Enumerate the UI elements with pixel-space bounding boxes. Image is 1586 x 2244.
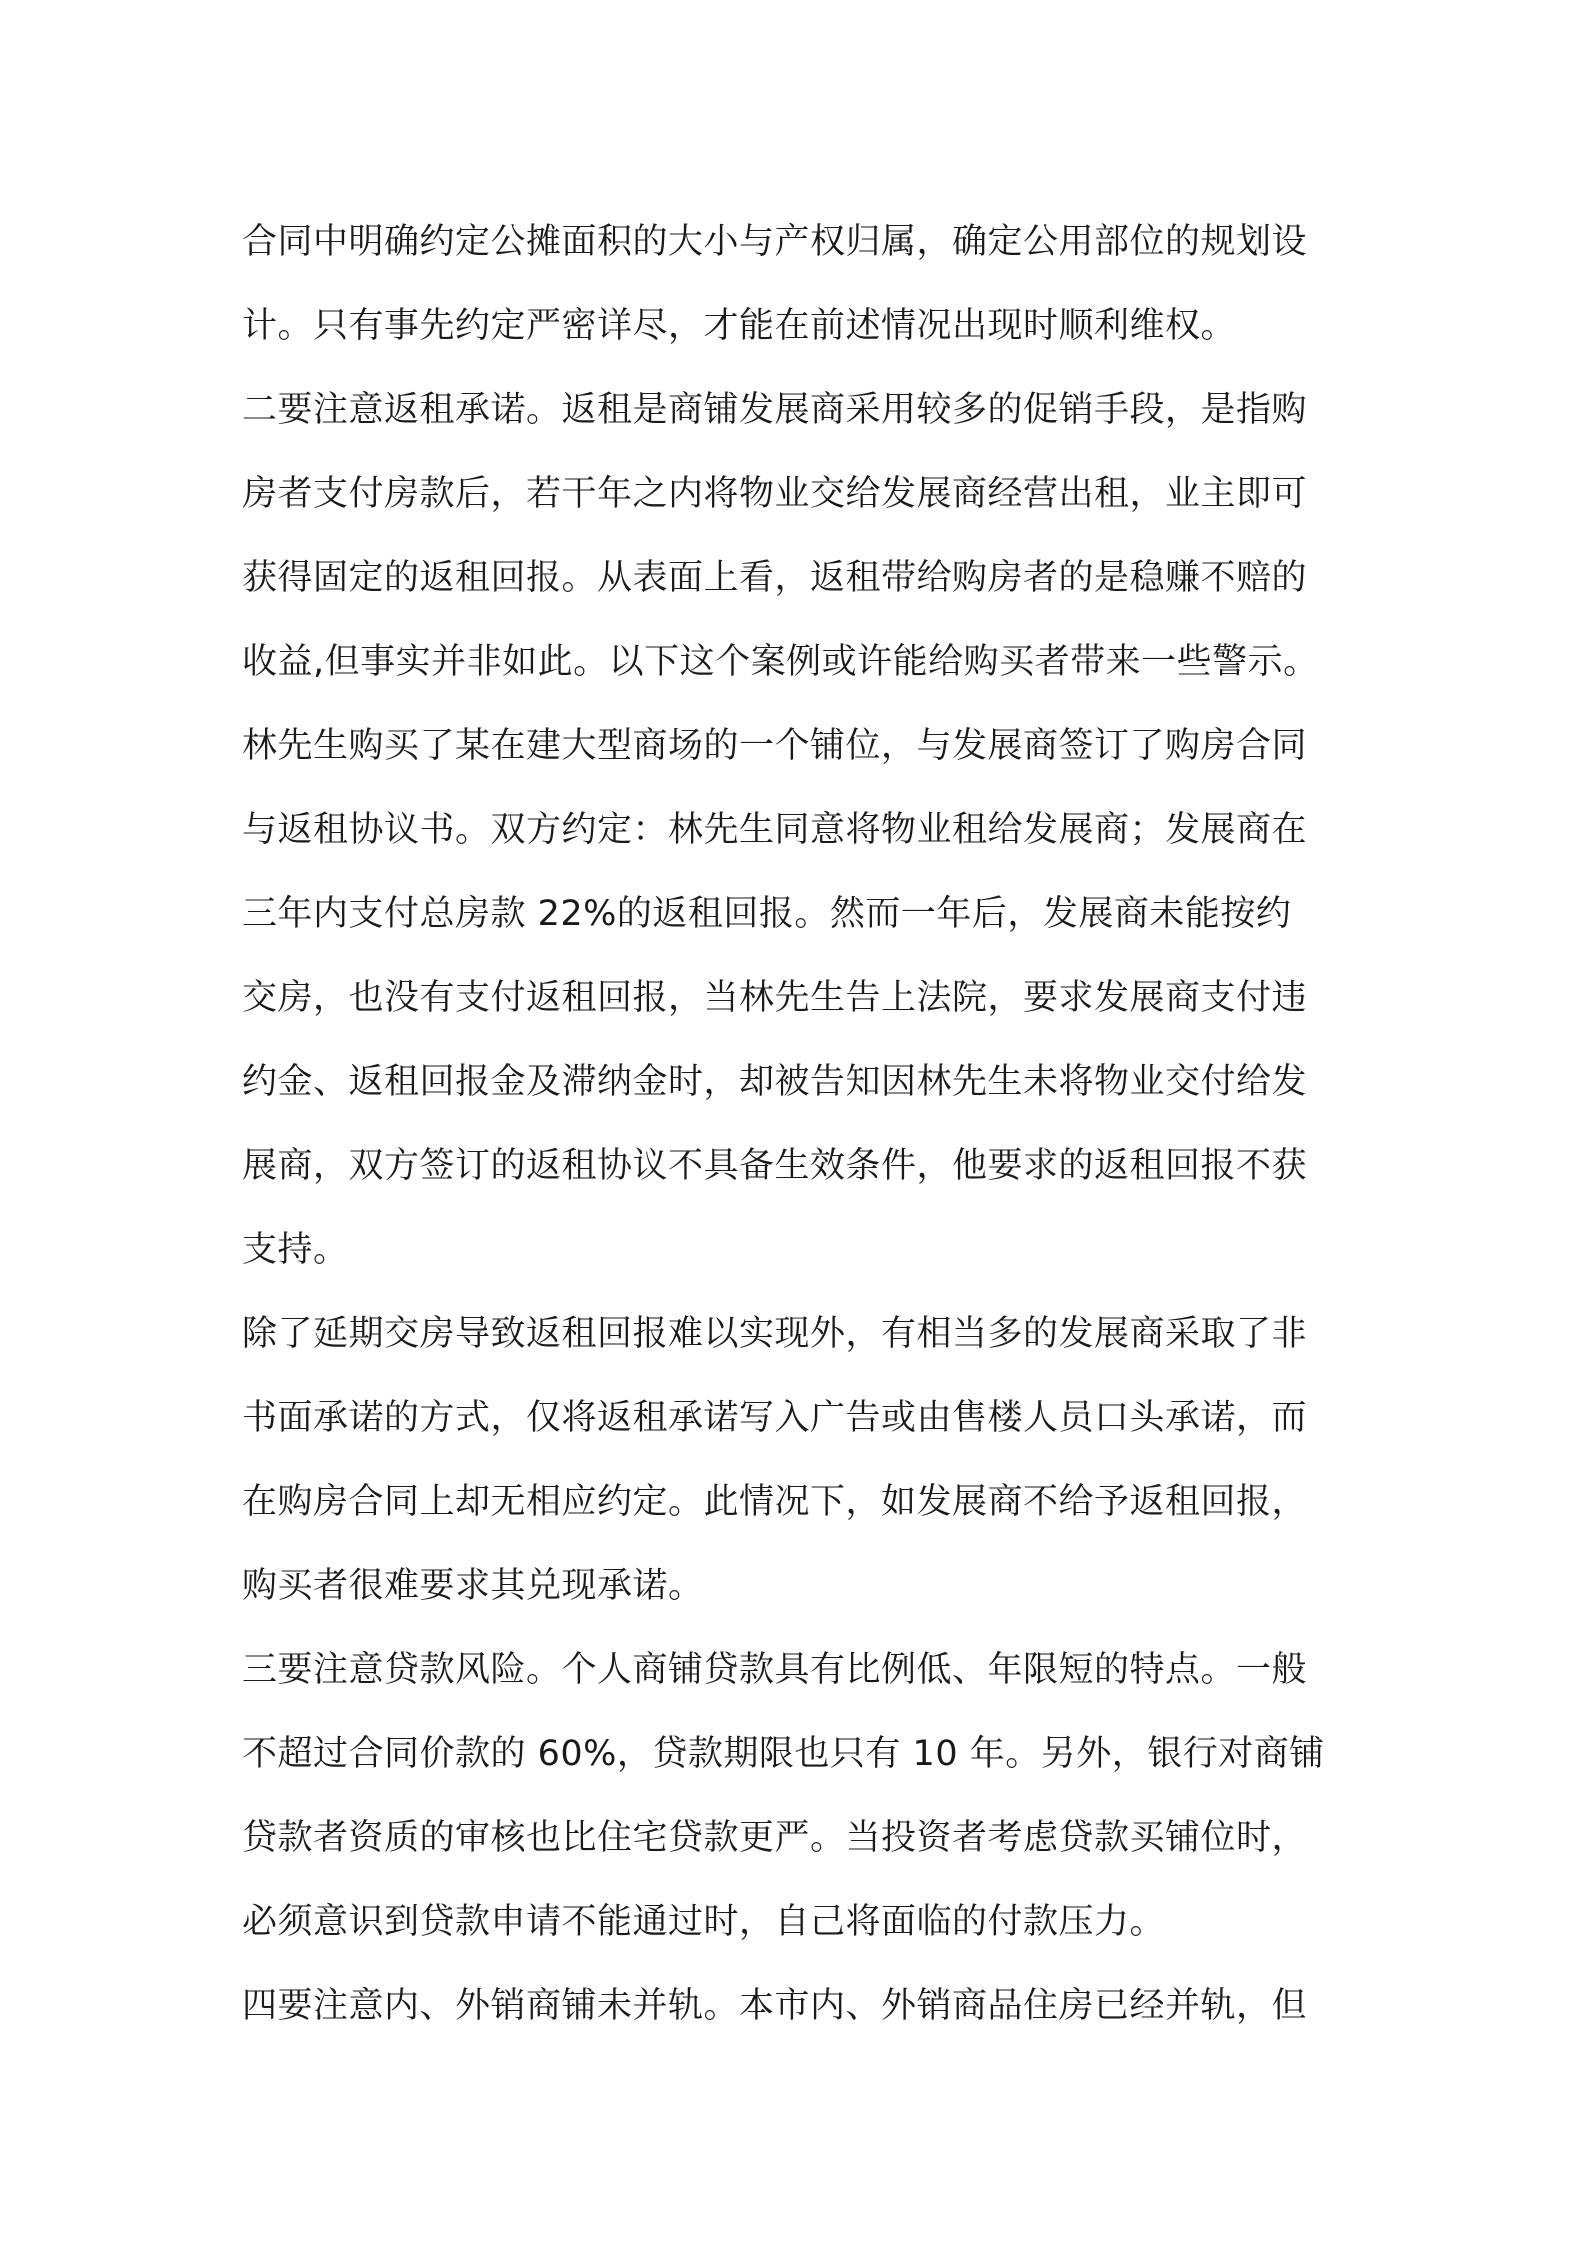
text-line: 收益,但事实并非如此。以下这个案例或许能给购买者带来一些警示。 [242, 642, 1319, 682]
text-line: 贷款者资质的审核也比住宅贷款更严。当投资者考虑贷款买铺位时， [242, 1818, 1308, 1858]
text-line: 林先生购买了某在建大型商场的一个铺位，与发展商签订了购房合同 [242, 726, 1308, 766]
body-text [242, 200, 1362, 2048]
text-line: 支持。 [242, 1230, 349, 1270]
text-line: 二要注意返租承诺。返租是商铺发展商采用较多的促销手段，是指购 [242, 390, 1308, 430]
text-line: 与返租协议书。双方约定：林先生同意将物业租给发展商；发展商在 [242, 810, 1308, 850]
text-line: 购买者很难要求其兑现承诺。 [242, 1566, 704, 1606]
text-line: 展商，双方签订的返租协议不具备生效条件，他要求的返租回报不获 [242, 1146, 1308, 1186]
text-line: 除了延期交房导致返租回报难以实现外，有相当多的发展商采取了非 [242, 1314, 1308, 1354]
text-line: 四要注意内、外销商铺未并轨。本市内、外销商品住房已经并轨，但 [242, 1986, 1308, 2026]
text-line: 合同中明确约定公摊面积的大小与产权归属，确定公用部位的规划设 [242, 222, 1308, 262]
text-line: 计。只有事先约定严密详尽，才能在前述情况出现时顺利维权。 [242, 306, 1237, 346]
text-line: 不超过合同价款的 60%，贷款期限也只有 10 年。另外，银行对商铺 [242, 1734, 1325, 1774]
text-line: 房者支付房款后，若干年之内将物业交给发展商经营出租，业主即可 [242, 474, 1308, 514]
text-line: 必须意识到贷款申请不能通过时，自己将面临的付款压力。 [242, 1902, 1166, 1942]
text-line: 三要注意贷款风险。个人商铺贷款具有比例低、年限短的特点。一般 [242, 1650, 1308, 1690]
text-line: 书面承诺的方式，仅将返租承诺写入广告或由售楼人员口头承诺，而 [242, 1398, 1308, 1438]
text-line: 约金、返租回报金及滞纳金时，却被告知因林先生未将物业交付给发 [242, 1062, 1308, 1102]
text-line: 获得固定的返租回报。从表面上看，返租带给购房者的是稳赚不赔的 [242, 558, 1308, 598]
text-line: 在购房合同上却无相应约定。此情况下，如发展商不给予返租回报， [242, 1482, 1308, 1522]
text-line: 三年内支付总房款 22%的返租回报。然而一年后，发展商未能按约 [242, 894, 1292, 934]
text-line: 交房，也没有支付返租回报，当林先生告上法院，要求发展商支付违 [242, 978, 1308, 1018]
